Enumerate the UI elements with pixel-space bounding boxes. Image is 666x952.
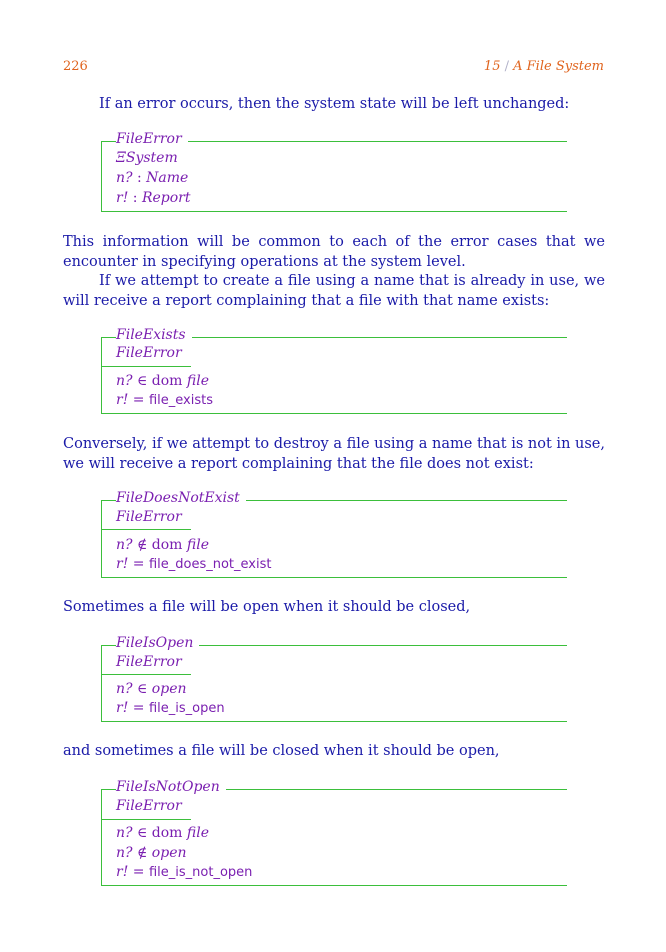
schema-filedoesnotexist: [101, 489, 567, 578]
schema-left-rule: [101, 500, 102, 578]
schema-declaration: ΞSystem: [116, 150, 178, 166]
schema-bottom-rule: [101, 413, 567, 414]
paragraph-3: [63, 435, 605, 474]
paragraph-5: [63, 742, 605, 762]
schema-left-rule: [101, 337, 102, 414]
pred-op: =: [128, 700, 149, 716]
paragraph-text: and sometimes a file will be closed when it should be open,: [63, 743, 500, 759]
pred-var: r!: [116, 392, 129, 408]
pred-var: r!: [116, 864, 129, 880]
intro-paragraph: [63, 95, 605, 115]
pred-set: file: [186, 537, 210, 553]
pred-set: open: [151, 681, 187, 697]
schema-predicate: [116, 699, 225, 718]
schema-predicate: [116, 391, 213, 410]
pred-op: ∈ dom: [132, 373, 187, 389]
schema-include: FileError: [116, 509, 182, 525]
pred-op: =: [128, 864, 149, 880]
schema-predicate: [116, 844, 187, 862]
schema-name: FileExists: [116, 326, 192, 344]
running-head-separator: /: [504, 59, 509, 74]
schema-fileexists: [101, 326, 567, 414]
pred-var: r!: [116, 556, 129, 572]
pred-var: n?: [116, 373, 133, 389]
pred-op: ∉: [132, 845, 152, 861]
schema-middle-rule: [101, 819, 191, 820]
page-number: 226: [63, 59, 88, 74]
chapter-title: A File System: [513, 59, 604, 74]
decl-var: n?: [116, 170, 133, 186]
pred-op: =: [128, 556, 149, 572]
decl-type: Report: [141, 190, 191, 206]
pred-op: ∈: [132, 681, 152, 697]
pred-value: file_is_not_open: [148, 865, 253, 880]
schema-include: FileError: [116, 345, 182, 361]
schema-include: FileError: [116, 798, 182, 814]
decl-var: r!: [116, 190, 129, 206]
schema-predicate: [116, 680, 187, 698]
schema-predicate: [116, 555, 271, 574]
schema-name: FileDoesNotExist: [116, 489, 246, 507]
pred-op: ∉ dom: [132, 537, 187, 553]
paragraph-4: [63, 598, 605, 618]
schema-include: FileError: [116, 654, 182, 670]
schema-fileisnotopen: [101, 778, 567, 886]
pred-value: file_does_not_exist: [148, 557, 272, 572]
schema-predicate: [116, 863, 252, 882]
schema-name: FileIsOpen: [116, 634, 199, 652]
schema-declaration: [116, 169, 188, 187]
paragraph-text: If we attempt to create a file using a name that is already in use, we will receive a report complaining that a file with that name exists:: [63, 273, 605, 309]
pred-op: ∈ dom: [132, 825, 187, 841]
schema-bottom-rule: [101, 721, 567, 722]
decl-type: Name: [146, 170, 189, 186]
paragraph-text: This information will be common to each of the error cases that we encounter in specifying operations at the system level.: [63, 234, 605, 270]
paragraph-text: Sometimes a file will be open when it should be closed,: [63, 599, 471, 615]
paragraph-text: Conversely, if we attempt to destroy a file using a name that is not in use, we will receive a report complaining that the file does not exist:: [63, 436, 605, 472]
pred-var: n?: [116, 845, 133, 861]
pred-set: file: [186, 825, 210, 841]
schema-left-rule: [101, 141, 102, 212]
schema-left-rule: [101, 789, 102, 886]
paragraph-2: [63, 233, 605, 311]
schema-fileisopen: [101, 634, 567, 722]
running-head: [484, 59, 604, 74]
pred-var: r!: [116, 700, 129, 716]
schema-predicate: [116, 372, 209, 390]
schema-middle-rule: [101, 674, 191, 675]
schema-middle-rule: [101, 366, 191, 367]
schema-left-rule: [101, 645, 102, 722]
decl-colon: :: [128, 190, 142, 206]
pred-op: =: [128, 392, 149, 408]
pred-set: file: [186, 373, 210, 389]
schema-bottom-rule: [101, 211, 567, 212]
schema-bottom-rule: [101, 577, 567, 578]
schema-middle-rule: [101, 529, 191, 530]
pred-var: n?: [116, 681, 133, 697]
pred-var: n?: [116, 825, 133, 841]
schema-predicate: [116, 824, 209, 842]
schema-predicate: [116, 536, 209, 554]
schema-fileerror: [101, 130, 567, 212]
chapter-number: 15: [483, 59, 501, 74]
pred-value: file_exists: [148, 393, 213, 408]
schema-name: FileIsNotOpen: [116, 778, 226, 796]
pred-var: n?: [116, 537, 133, 553]
decl-colon: :: [132, 170, 147, 186]
schema-name: FileError: [116, 130, 188, 148]
schema-bottom-rule: [101, 885, 567, 886]
pred-set: open: [151, 845, 187, 861]
schema-declaration: [116, 189, 191, 207]
intro-text: If an error occurs, then the system state will be left unchanged:: [99, 96, 570, 112]
pred-value: file_is_open: [148, 701, 225, 716]
